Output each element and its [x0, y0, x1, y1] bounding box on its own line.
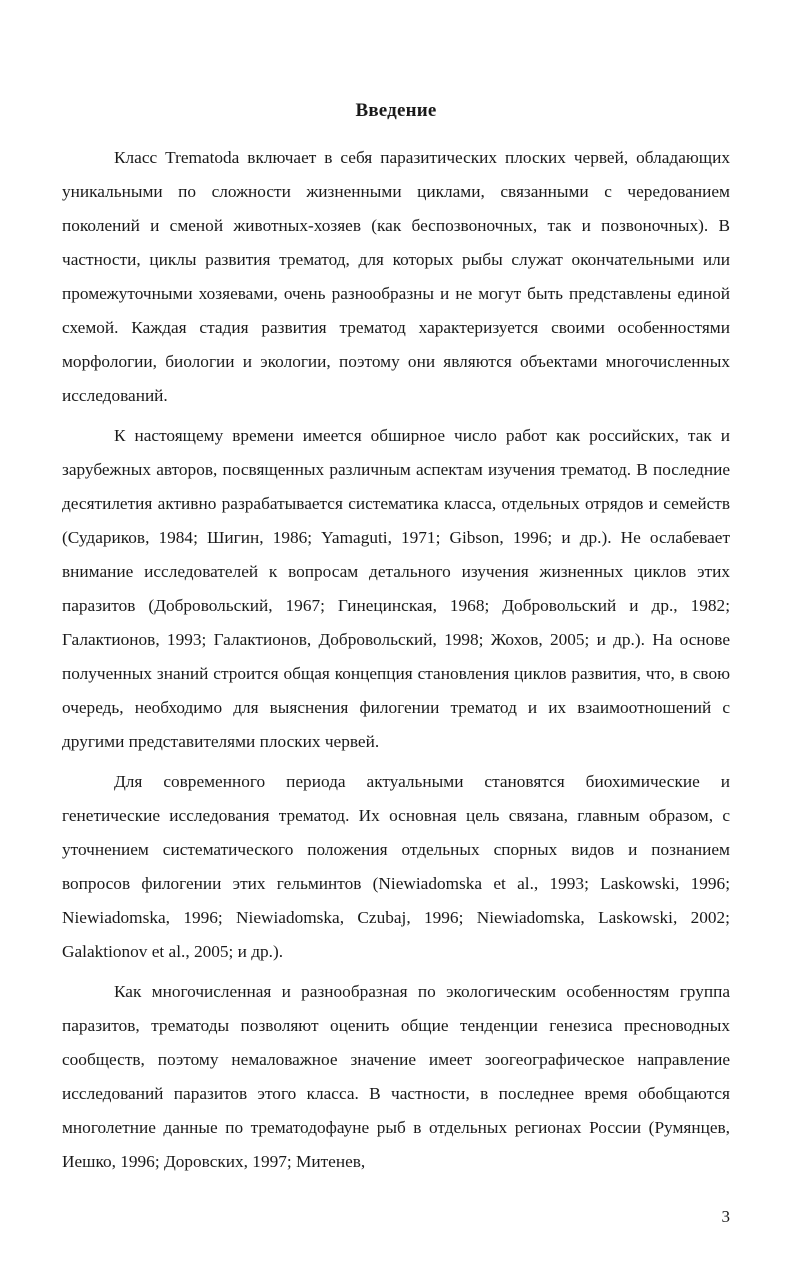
- page-number: 3: [721, 1207, 730, 1226]
- paragraph-1: Класс Trematoda включает в себя паразитических плоских червей, обладающих уникальными по сложности жизненными циклами, связанными с чередованием поколений и сменой животных-хозяев (как беспозвоночных, так и позвоночных). В частности, циклы развития трематод, для которых рыбы служат окончательными или промежуточными хозяевами, очень разнообразны и не могут быть представлены единой схемой. Каждая стадия развития трематод характеризуется своими особенностями морфологии, биологии и экологии, поэтому они являются объектами многочисленных исследований.: [62, 148, 730, 405]
- paragraph-4: Как многочисленная и разнообразная по экологическим особенностям группа паразитов, трематоды позволяют оценить общие тенденции генезиса пресноводных сообществ, поэтому немаловажное значение имеет зоогеографическое направление исследований паразитов этого класса. В частности, в последнее время обобщаются многолетние данные по трематодофауне рыб в отдельных регионах России (Румянцев, Иешко, 1996; Доровских, 1997; Митенев,: [62, 982, 730, 1171]
- page-title: Введение: [355, 100, 437, 121]
- paragraph-2: К настоящему времени имеется обширное число работ как российских, так и зарубежных авторов, посвященных различным аспектам изучения трематод. В последние десятилетия активно разрабатывается систематика класса, отдельных отрядов и семейств (Судариков, 1984; Шигин, 1986; Yamaguti, 1971; Gibson, 1996; и др.). Не ослабевает внимание исследователей к вопросам детального изучения жизненных циклов этих паразитов (Добровольский, 1967; Гинецинская, 1968; Добровольский и др., 1982; Галактионов, 1993; Галактионов, Добровольский, 1998; Жохов, 2005; и др.). На основе полученных знаний строится общая концепция становления циклов развития, что, в свою очередь, необходимо для выяснения филогении трематод и их взаимоотношений с другими представителями плоских червей.: [62, 426, 730, 751]
- paragraph-3: Для современного периода актуальными становятся биохимические и генетические исследования трематод. Их основная цель связана, главным образом, с уточнением систематического положения отдельных спорных видов и познанием вопросов филогении этих гельминтов (Niewiadomska et al., 1993; Laskowski, 1996; Niewiadomska, 1996; Niewiadomska, Czubaj, 1996; Niewiadomska, Laskowski, 2002; Galaktionov et al., 2005; и др.).: [62, 772, 730, 961]
- body-text: [62, 141, 730, 1185]
